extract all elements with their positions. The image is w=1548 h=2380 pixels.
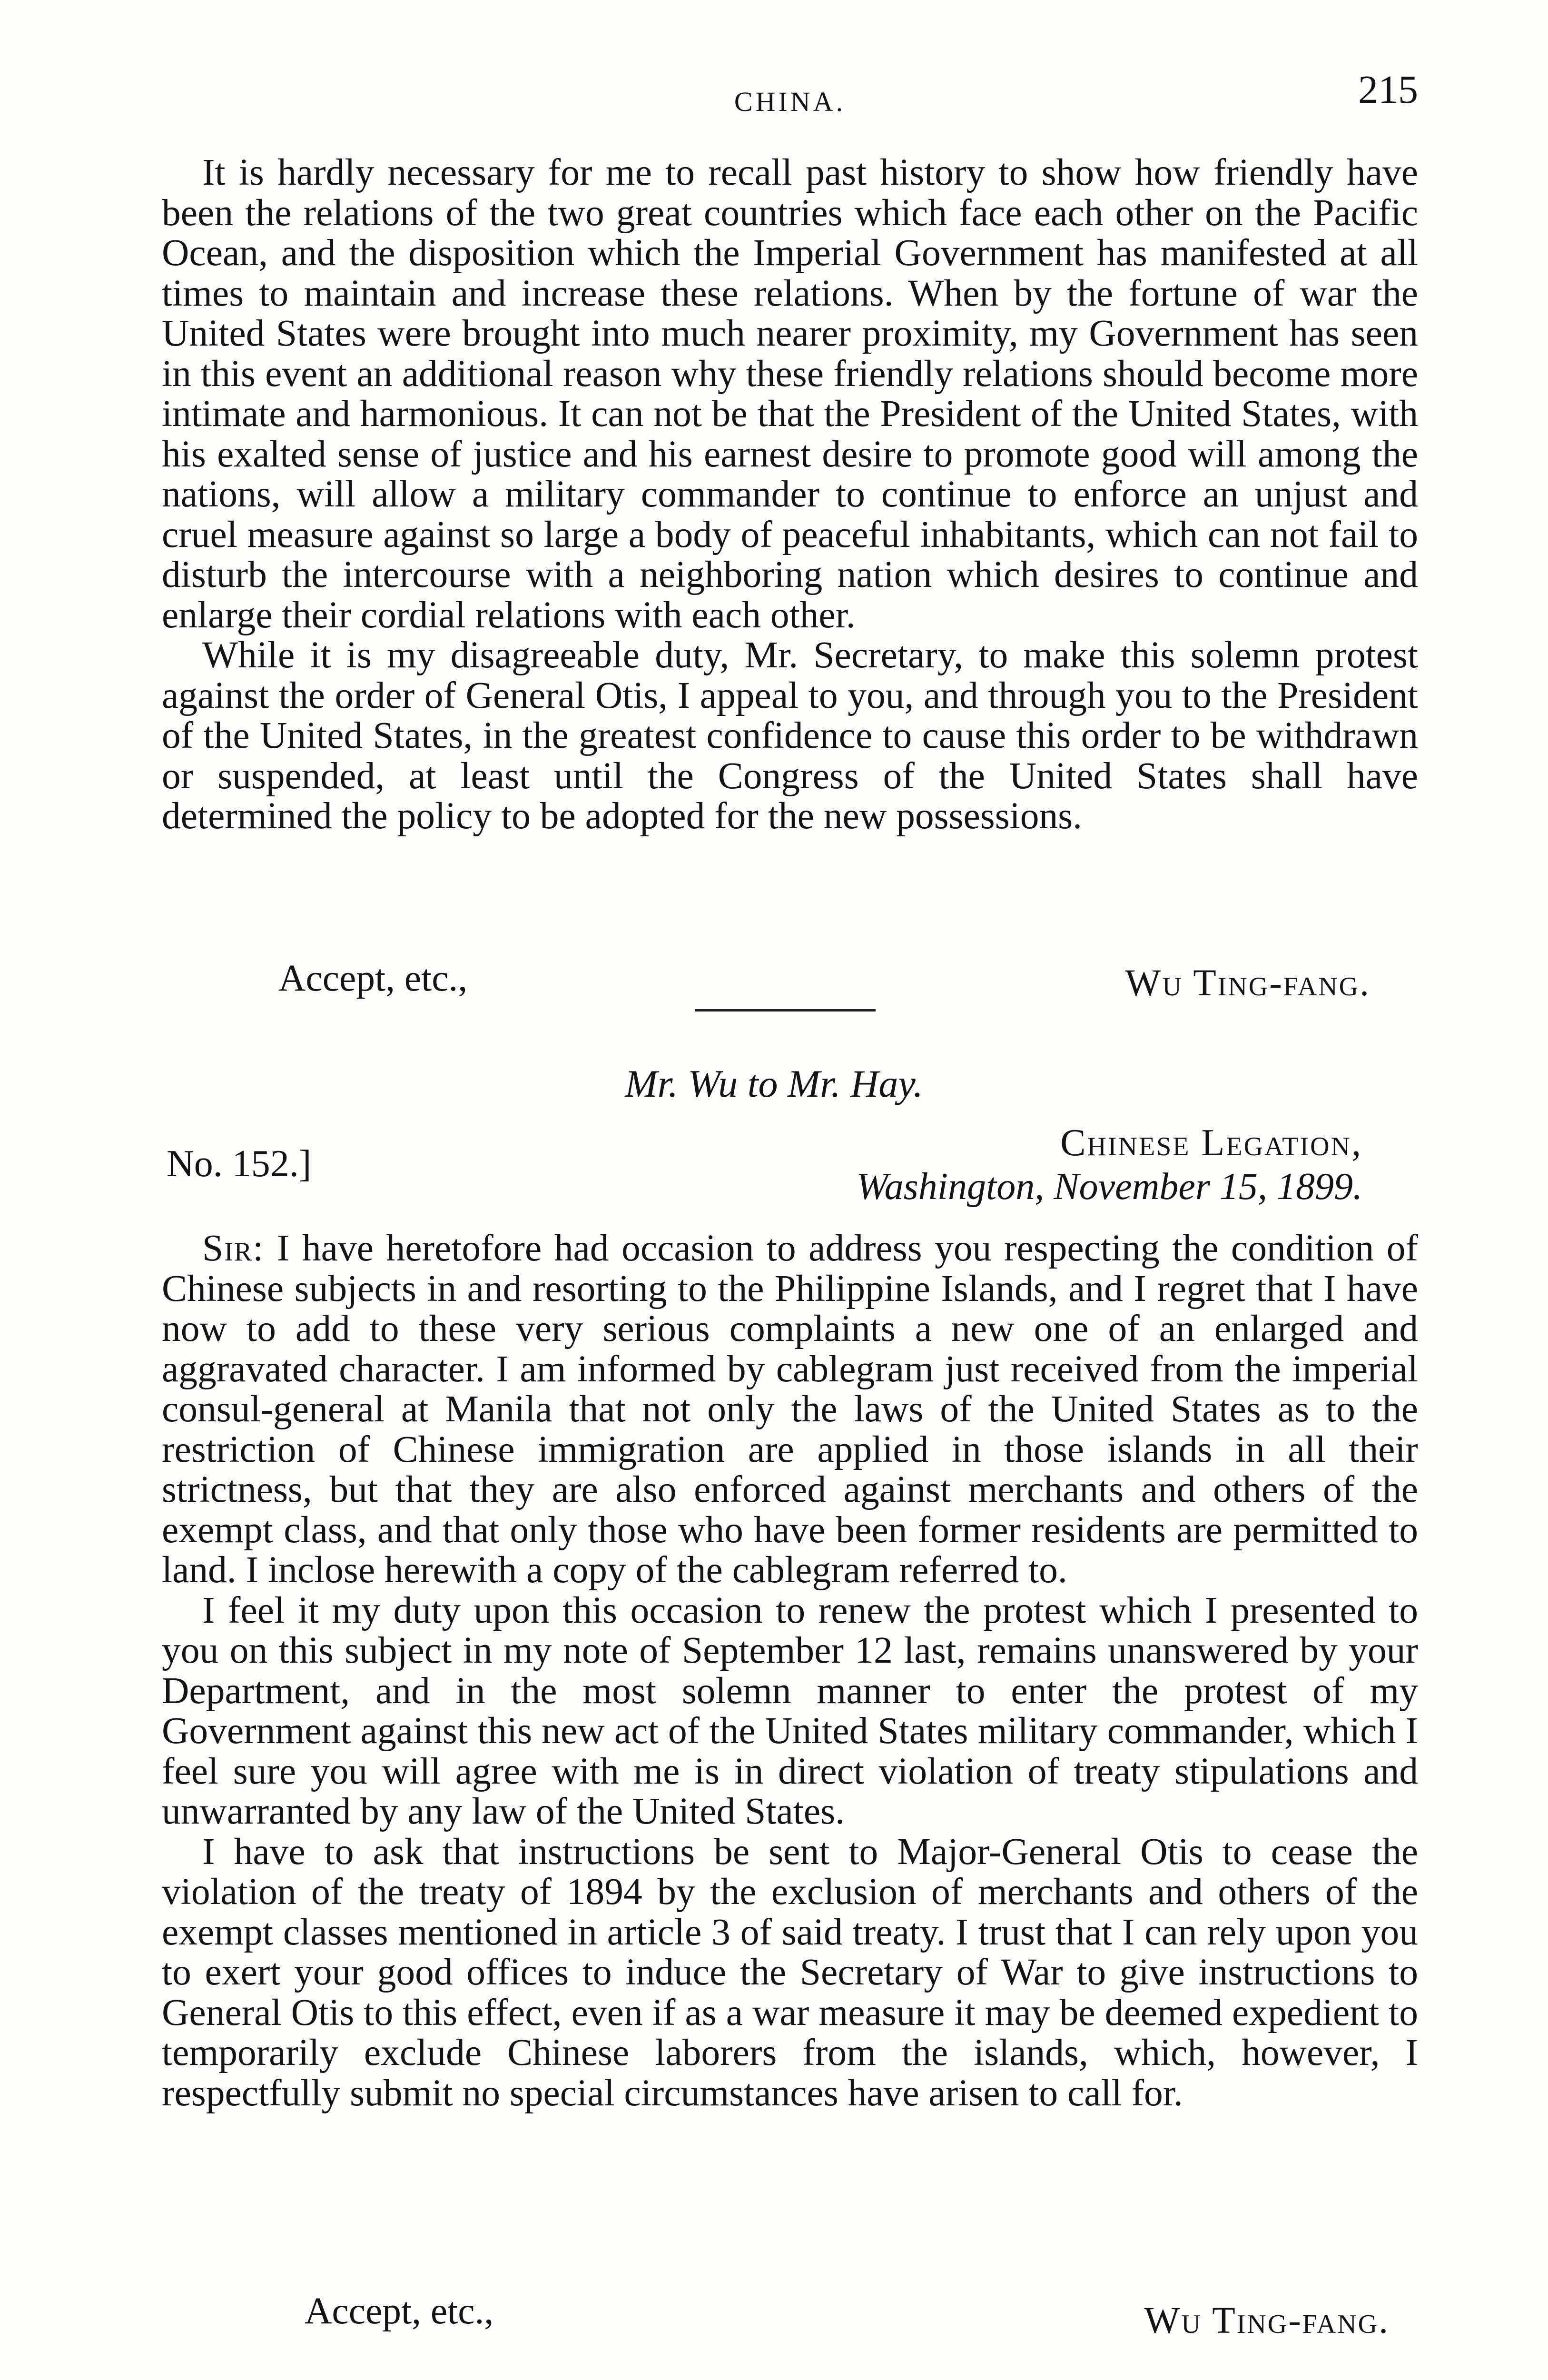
letter1-body (162, 152, 1418, 836)
section-divider (695, 1009, 876, 1012)
paragraph (162, 1228, 1418, 1590)
letter2-closing (162, 2290, 1418, 2341)
page-number: 215 (1358, 68, 1418, 112)
page-header (162, 67, 1418, 124)
letter-title: Mr. Wu to Mr. Hay. (625, 1062, 923, 1105)
paragraph: I feel it my duty upon this occasion to renew the protest which I presented to you on this subject in my note of September 12 last, remains unanswered by your Department, and in the most solemn manner to enter the protest of my Government against this new act of the United States military commander, which I feel sure you will agree with me is in direct violation of treaty stipulations and unwarranted by any law of the United States. (162, 1589, 1418, 1832)
sender-office: Chinese Legation, (1060, 1122, 1362, 1164)
signature: Wu Ting-fang. (1125, 962, 1371, 1004)
paragraph-text: I have heretofore had occasion to address you respecting the condition of Chinese subjects in and resorting to the Philippine Islands, and I regret that I have now to add to these very serious complaints a new one of an enlarged and aggravated character. I am informed by cablegram just received from the imperial consul-general at Manila that not only the laws of the United States as to the restriction of Chinese immigration are applied in those islands in all their strictness, but that they are also enforced against merchants and others of the exempt class, and that only those who have been former residents are permitted to land. I inclose herewith a copy of the cablegram referred to. (162, 1227, 1418, 1591)
letter2-body (162, 1228, 1418, 2113)
closing-phrase: Accept, etc., (305, 2290, 494, 2332)
paragraph: While it is my disagreeable duty, Mr. Secretary, to make this solemn protest against the order of General Otis, I appeal to you, and through you to the President of the United States, in the greatest confidence to cause this order to be withdrawn or suspended, at least until the Congress of the United States shall have determined the policy to be adopted for the new possessions. (162, 634, 1418, 837)
running-head: CHINA. (734, 86, 846, 117)
place-and-date: Washington, November 15, 1899. (856, 1166, 1362, 1208)
signature: Wu Ting-fang. (1144, 2300, 1390, 2341)
document-number: No. 152.] (167, 1143, 312, 1185)
letter1-closing (162, 957, 1418, 1004)
salutation: Sir: (202, 1227, 265, 1269)
closing-phrase: Accept, etc., (278, 957, 468, 999)
letter-heading (856, 1121, 1362, 1209)
paragraph: I have to ask that instructions be sent to Major-General Otis to cease the violation of the treaty of 1894 by the exclusion of merchants and others of the exempt classes mentioned in article 3 of said treaty. I trust that I can rely upon you to exert your good offices to induce the Secretary of War to give instructions to General Otis to this effect, even if as a war measure it may be deemed expedient to temporarily exclude Chinese laborers from the islands, which, however, I respectfully submit no special circumstances have arisen to call for. (162, 1830, 1418, 2114)
paragraph: It is hardly necessary for me to recall past history to show how friendly have been the relations of the two great countries which face each other on the Pacific Ocean, and the disposition which the Imperial Government has manifested at all times to maintain and increase these relations. When by the fortune of war the United States were brought into much nearer proximity, my Government has seen in this event an additional reason why these friendly relations should become more intimate and harmonious. It can not be that the President of the United States, with his exalted sense of justice and his earnest desire to promote good will among the nations, will allow a military commander to continue to enforce an unjust and cruel measure against so large a body of peaceful inhabitants, which can not fail to disturb the intercourse with a neighboring nation which desires to continue and enlarge their cordial relations with each other. (162, 151, 1418, 636)
